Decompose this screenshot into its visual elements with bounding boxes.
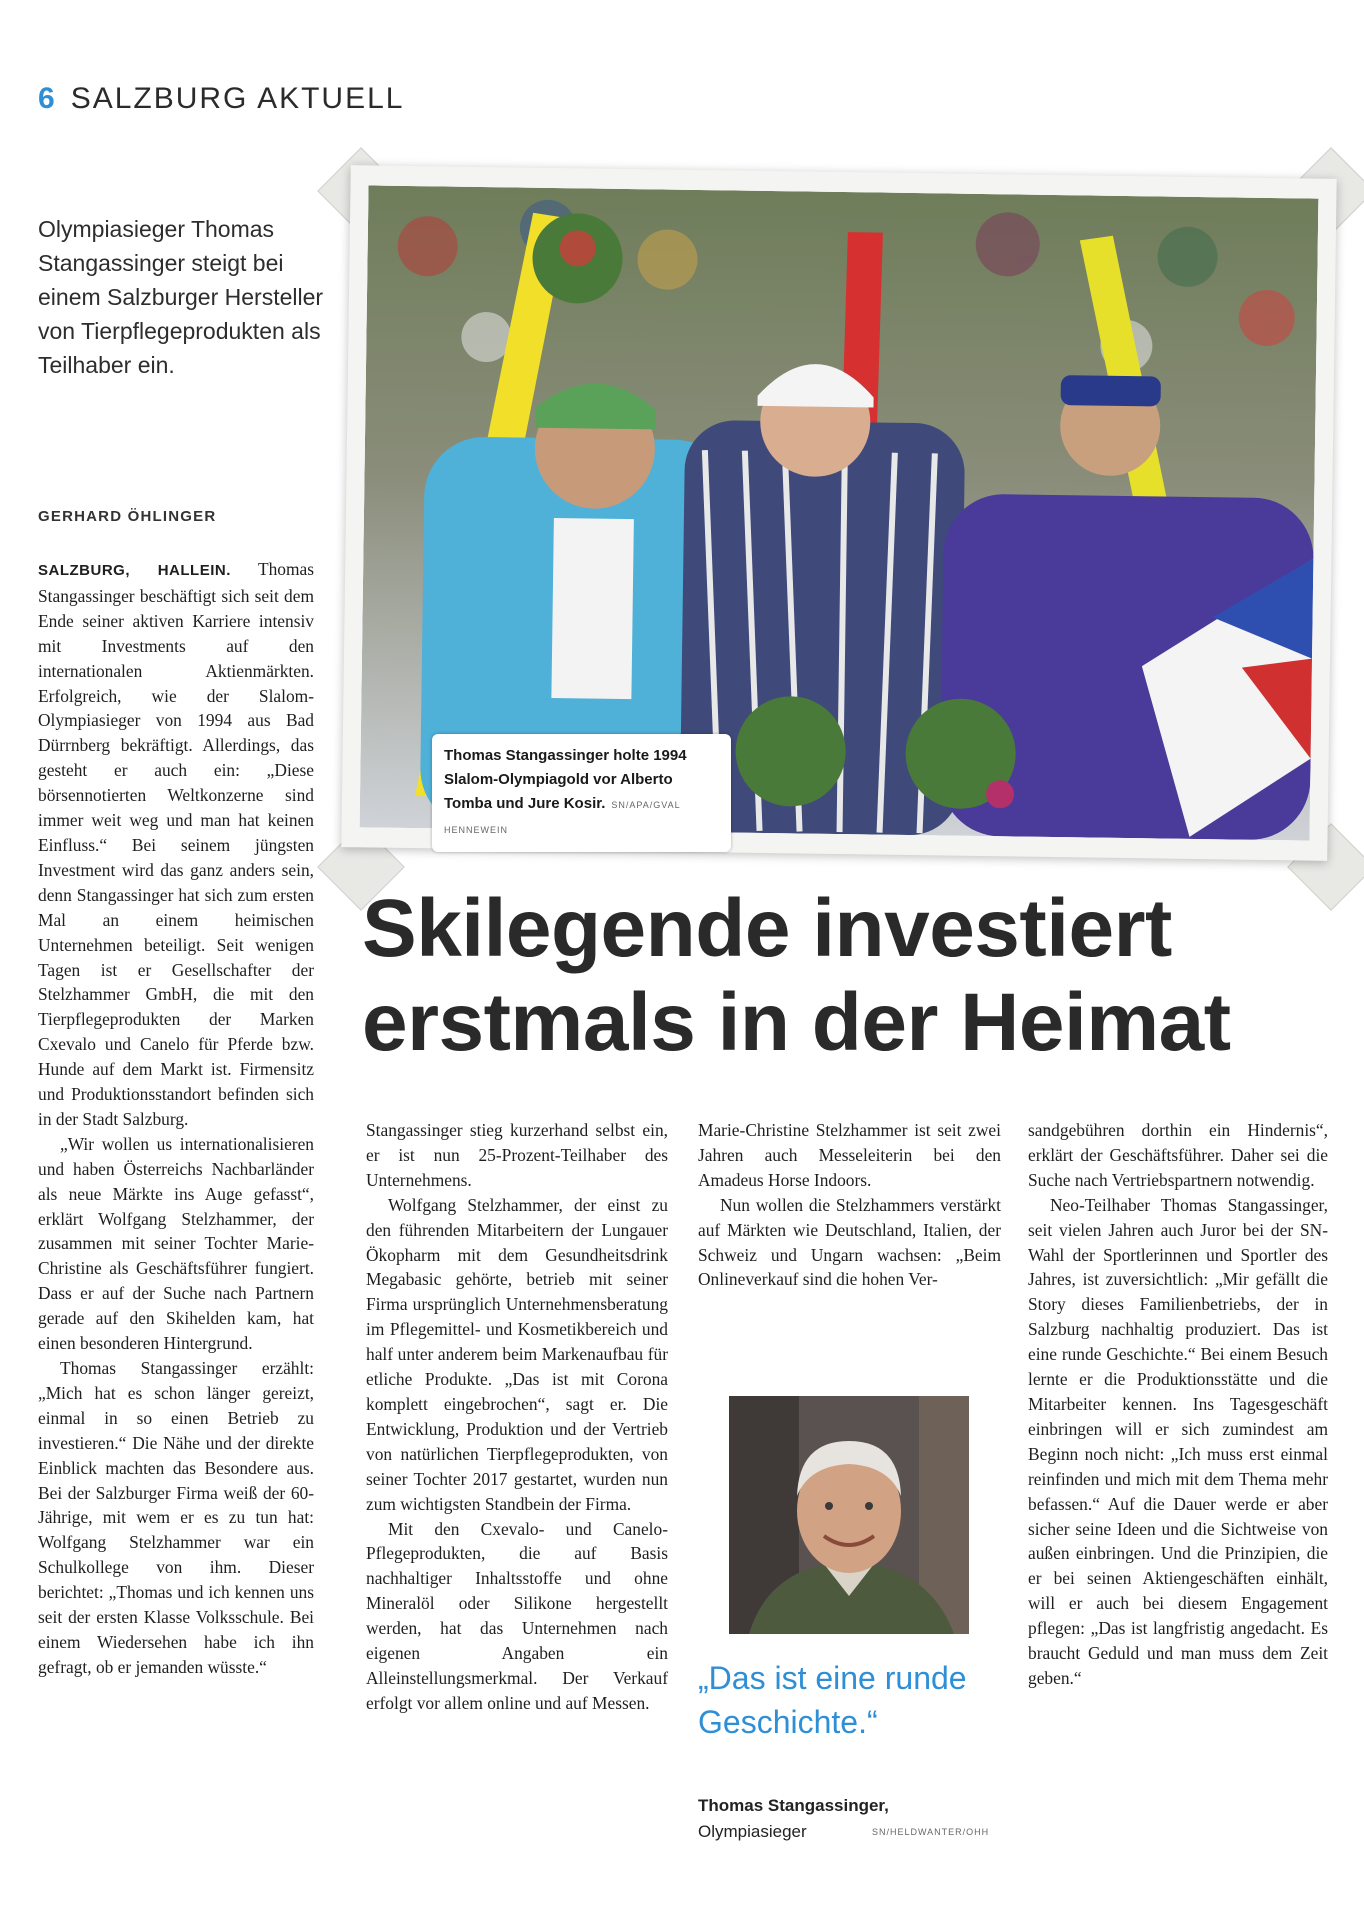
article-column-3 bbox=[698, 1118, 1001, 1292]
portrait-photo bbox=[729, 1396, 969, 1634]
article-author: GERHARD ÖHLINGER bbox=[38, 508, 217, 525]
quote-role: Olympiasieger bbox=[698, 1822, 807, 1841]
article-column-1 bbox=[38, 557, 314, 1680]
photo-caption bbox=[432, 734, 731, 852]
paragraph: „Wir wollen us internationalisieren und haben Österreichs Nachbarländer als neue Märkte ins Auge gefasst“, erklärt Wolfgang Stelzhammer, der zusammen mit seiner Tochter Marie-Christine als Geschäftsführer fungiert. Dass er auf der Suche nach Partnern gerade auf den Skihelden kam, hat einen besonderen Hintergrund. bbox=[38, 1133, 314, 1354]
photo-caption-text: Thomas Stangassinger holte 1994 Slalom-Olympiagold vor Alberto Tomba und Jure Kosir. bbox=[444, 747, 687, 812]
paragraph: Wolfgang Stelzhammer, der einst zu den führenden Mitarbeitern der Lungauer Ökopharm mit dem Gesundheitsdrink Megabasic gehörte, betrieb mit seiner Firma ursprünglich Unternehmensberatung im Pflegemittel- und Kosmetikbereich und half unter anderem beim Markenaufbau für etliche Produkte. „Das ist mit Corona komplett eingebrochen“, sagt er. Die Entwicklung, Produktion und der Vertrieb von natürlichen Tierpflegeprodukten, von seiner Tochter 2017 gestartet, wurden nun zum wichtigsten Standbein der Firma. bbox=[366, 1194, 668, 1514]
photo-credit: SN/APA/GVAL HENNEWEIN bbox=[444, 800, 681, 835]
paragraph bbox=[38, 557, 314, 1132]
paragraph-text: Thomas Stangassinger beschäftigt sich seit dem Ende seiner aktiven Karriere intensiv mit Investments auf den internationalen Aktienmärkten. Erfolgreich, wie der Slalom-Olympiasieger von 1994 aus Bad Dürrnberg bekräftigt. Allerdings, das gesteht er auch ein: „Diese börsennotierten Weltkonzerne sind immer weit weg und man hat keinen Einfluss.“ Bei seinem jüngsten Investment wird das ganz anders sein, denn Stangassinger hat sich zum ersten Mal an einem heimischen Unternehmen beteiligt. Seit wenigen Tagen ist er Gesellschafter der Stelzhammer GmbH, die mit den Tierpflegeprodukten der Marken Cxevalo und Canelo für Pferde bzw. Hunde auf dem Markt ist. Firmensitz und Produktionsstandort befinden sich in der Stadt Salzburg. bbox=[38, 559, 314, 1129]
page-header bbox=[38, 82, 404, 116]
pull-quote: „Das ist eine runde Geschichte.“ bbox=[698, 1660, 967, 1740]
paragraph: sandgebühren dorthin ein Hindernis“, erklärt der Geschäftsführer. Daher sei die Suche nach Vertriebspartnern notwendig. bbox=[1028, 1120, 1328, 1190]
paragraph: Stangassinger stieg kurzerhand selbst ein, er ist nun 25-Prozent-Teilhaber des Unternehmens. bbox=[366, 1120, 668, 1190]
headline-line-1: Skilegende investiert bbox=[362, 883, 1172, 974]
article-column-4 bbox=[1028, 1118, 1328, 1691]
page-number: 6 bbox=[38, 82, 57, 115]
section-title: SALZBURG AKTUELL bbox=[70, 82, 405, 115]
portrait-credit: SN/HELDWANTER/OHH bbox=[872, 1827, 990, 1837]
paragraph: Thomas Stangassinger erzählt: „Mich hat es schon länger gereizt, einmal in so einen Betrieb zu investieren.“ Die Nähe und der direkte Einblick machten das Besondere aus. Bei der Salzburger Firma weiß der 60-Jährige, mit wem er es zu tun hat: Wolfgang Stelzhammer war ein Schulkollege von ihm. Dieser berichtet: „Thomas und ich kennen uns seit der ersten Klasse Volksschule. Bei einem Wiedersehen habe ich ihn gefragt, ob er jemanden wüsste.“ bbox=[38, 1358, 314, 1677]
headline bbox=[362, 882, 1322, 1070]
portrait-image bbox=[729, 1396, 969, 1634]
paragraph: Marie-Christine Stelzhammer ist seit zwei Jahren auch Messeleiterin bei den Amadeus Horse Indoors. bbox=[698, 1120, 1001, 1190]
quote-author: Thomas Stangassinger, bbox=[698, 1796, 889, 1815]
paragraph: Mit den Cxevalo- und Canelo-Pflegeprodukten, die auf Basis nachhaltiger Inhaltsstoffe und ohne Mineralöl oder Silikone hergestellt werden, hat das Unternehmen nach eigenen Angaben ein Alleinstellungsmerkmal. Der Verkauf erfolgt vor allem online und auf Messen. bbox=[366, 1518, 668, 1713]
article-teaser: Olympiasieger Thomas Stangassinger steigt bei einem Salzburger Hersteller von Tierpflegeprodukten als Teilhaber ein. bbox=[38, 216, 324, 378]
dateline: SALZBURG, HALLEIN. bbox=[38, 562, 231, 579]
headline-line-2: erstmals in der Heimat bbox=[362, 977, 1231, 1068]
paragraph: Nun wollen die Stelzhammers verstärkt auf Märkten wie Deutschland, Italien, der Schweiz und Ungarn wachsen: „Beim Onlineverkauf sind die hohen Ver- bbox=[698, 1194, 1001, 1290]
article-column-2 bbox=[366, 1118, 668, 1716]
paragraph: Neo-Teilhaber Thomas Stangassinger, seit vielen Jahren auch Juror bei der SN-Wahl der Sportlerinnen und Sportler des Jahres, ist zuversichtlich: „Mir gefällt die Story dieses Familienbetriebs, der in Salzburg nachhaltig produziert. Das ist eine runde Geschichte.“ Bei einem Besuch lernte er die Produktionsstätte und die Mitarbeiter kennen. Ins Tagesgeschäft einbringen will er sich zumindest am Beginn noch nicht: „Ich muss erst einmal reinfinden und mich mit dem Thema mehr befassen.“ Auf die Dauer werde er aber sicher seine Ideen und die Sichtweise von außen einbringen. Und die Prinzipien, die er bei seinen Aktiengeschäften einhält, will er auch bei diesem Engagement pflegen: „Das ist langfristig angedacht. Es braucht Geduld und man muss dem Zeit geben.“ bbox=[1028, 1194, 1328, 1688]
